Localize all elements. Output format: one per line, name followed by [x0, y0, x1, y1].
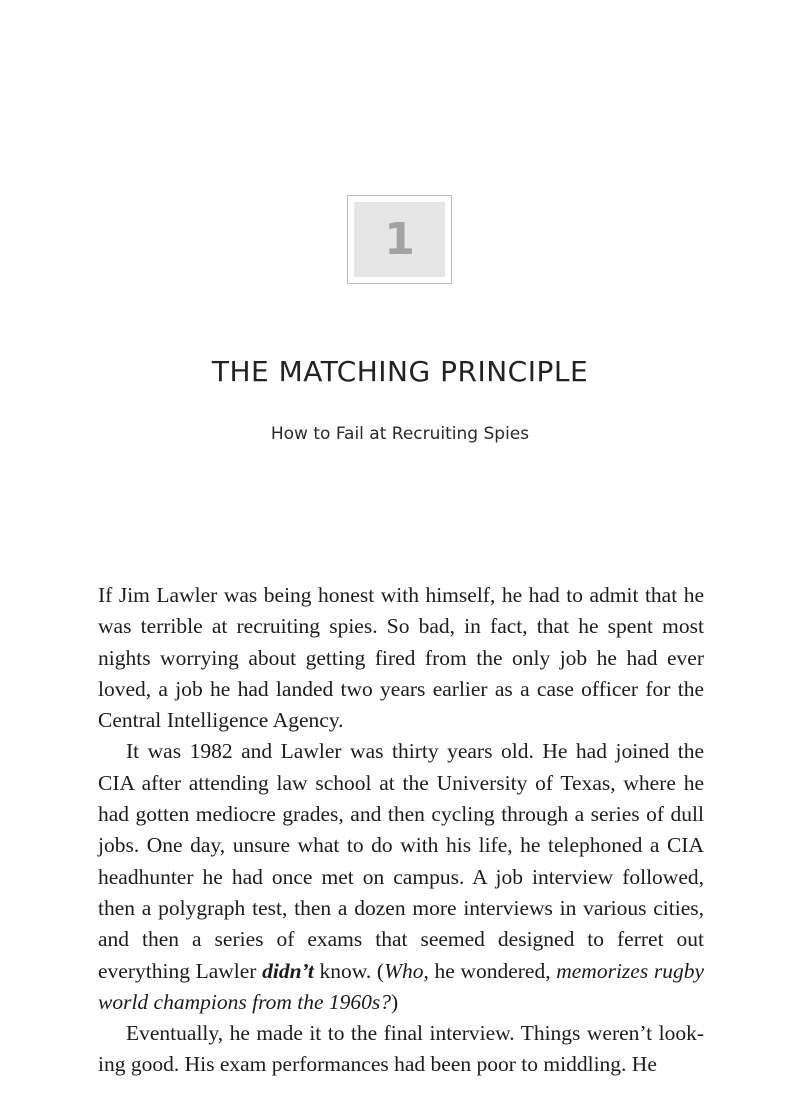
chapter-title: THE MATCHING PRINCIPLE [211, 355, 589, 388]
chapter-number-panel [354, 202, 445, 277]
paragraph-2-text-a: It was 1982 and Lawler was thirty years old. He had joined the CIA after attending law school at the University of Texas, where he had gotten mediocre grades, and then cycling through a series of dull jobs. One day, unsure what to do with his life, he telephoned a CIA headhunter he had once met on campus. A job interview followed, then a polygraph test, then a dozen more interviews in various cities, and then a series of exams that seemed designed to ferret out everything Lawler [98, 739, 704, 983]
paragraph-2-text-b: know. ( [313, 958, 385, 983]
paragraph-2 [98, 736, 704, 1018]
chapter-number: 1 [384, 213, 415, 265]
paragraph-2-emphasis-who: Who, [384, 958, 429, 983]
paragraph-2-text-d: ) [391, 989, 399, 1014]
paragraph-1: If Jim Lawler was being honest with himself, he had to admit that he was terrible at recruiting spies. So bad, in fact, that he spent most nights worrying about getting fired from the only job he had ever loved, a job he had landed two years earlier as a case officer for the Central Intelligence Agency. [98, 583, 704, 733]
paragraph-2-text-c: he wondered, [428, 958, 557, 983]
paragraph-3: Eventually, he made it to the final interview. Things weren’t looking good. His exam performances had been poor to middling. He [98, 1021, 704, 1077]
body-text [98, 580, 704, 1081]
paragraph-2-emphasis-didnt: didn’t [262, 958, 314, 983]
chapter-subtitle: How to Fail at Recruiting Spies [270, 424, 530, 444]
paragraph-2-emphasis-rugby: memorizes rugby world champions from the 1960s? [98, 958, 704, 1014]
chapter-number-box [347, 195, 452, 284]
